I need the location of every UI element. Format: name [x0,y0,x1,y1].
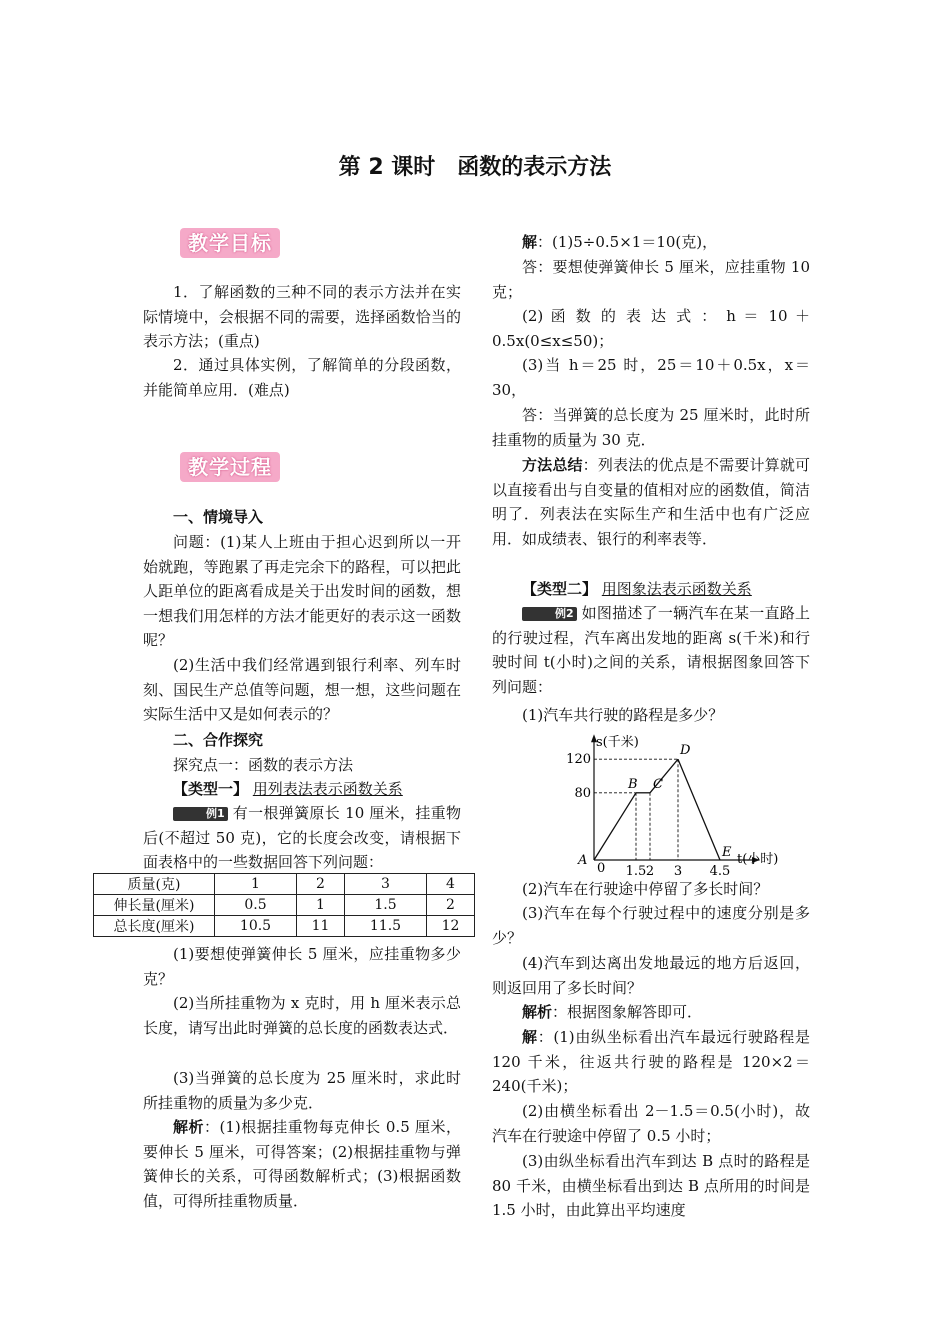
example-1 [143,801,461,875]
example-2-question-4: (4)汽车到达离出发地最远的地方后返回，则返回用了多长时间？ [492,954,810,997]
type-1-heading [143,777,461,802]
section-explore-heading: 二、合作探究 [173,731,264,749]
table-cell: 0.5 [215,895,297,916]
analysis-label: 解析 [173,1118,204,1136]
solution-3: (3)当 h＝25 时，25＝10＋0.5x，x＝30， [492,356,810,399]
table-cell: 11 [297,916,345,937]
method-text: ：列表法的优点是不需要计算就可以直接看出与自变量的值相对应的函数值，简洁明了．列表法在实际生产和生活中也有广泛应用．如成绩表、银行的利率表等． [492,456,810,548]
example-2-question-1: (1)汽车共行驶的路程是多少？ [522,706,724,724]
example-2-badge: 例2 [522,607,577,621]
table-row [94,874,475,895]
teaching-goals-badge [180,228,476,262]
table-cell: 12 [426,916,474,937]
table-cell: 1 [297,895,345,916]
table-cell: 10.5 [215,916,297,937]
table-cell: 4 [426,874,474,895]
teaching-process-label: 教学过程 [180,452,280,482]
example-1-question-2: (2)当所挂重物为 x 克时，用 h 厘米表示总长度，请写出此时弹簧的总长度的函数表达式． [143,994,461,1037]
series-segment [678,759,720,860]
example-2-text: 如图描述了一辆汽车在某一直路上的行驶过程，汽车离出发地的距离 s(千米)和行驶时间 t(小时)之间的关系，请根据图象回答下列问题： [492,604,810,696]
point-label-c: C [653,776,663,792]
table-cell: 1.5 [344,895,426,916]
x-axis-label: t(小时) [737,852,779,867]
point-label-a: A [578,853,588,868]
x-tick-label: 3 [673,864,683,878]
answer-3: 答：当弹簧的总长度为 25 厘米时，此时所挂重物的质量为 30 克． [492,406,810,449]
type-2-heading [492,577,810,602]
example-2-solution-3: (3)由纵坐标看出汽车到达 B 点时的路程是 80 千米，由横坐标看出到达 B 点所用的时间是 1.5 小时，由此算出平均速度 [492,1152,810,1219]
origin-label: 0 [597,861,606,876]
table-cell: 总长度(厘米) [94,916,215,937]
table-row [94,895,475,916]
section-intro-heading: 一、情境导入 [173,508,264,526]
table-cell: 质量(克) [94,874,215,895]
type-2-title: 用图象法表示函数关系 [601,580,752,598]
type-1-title: 用列表法表示函数关系 [252,780,403,798]
teaching-process-badge [180,452,476,486]
y-axis-label: s(千米) [596,735,639,751]
teaching-goals-label: 教学目标 [180,228,280,258]
x-tick-label: 1.5 [625,864,647,878]
example-1-question-3: (3)当弹簧的总长度为 25 厘米时，求此时所挂重物的质量为多少克． [143,1069,461,1112]
type-2-tag: 【类型二】 [522,580,598,598]
point-label-d: D [680,743,691,759]
point-label-e: E [722,845,732,860]
intro-question-2: (2)生活中我们经常遇到银行利率、列车时刻、国民生产总值等问题，想一想，这些问题在实际生活中又是如何表示的？ [143,656,461,723]
goal-1: 1．了解函数的三种不同的表示方法并在实际情境中，会根据不同的需要，选择函数恰当的表示方法；(重点) [143,283,461,350]
table-cell: 11.5 [344,916,426,937]
example-1-question-1: (1)要想使弹簧伸长 5 厘米，应挂重物多少克？ [143,945,461,988]
explore-point-1: 探究点一：函数的表示方法 [173,756,354,774]
type-1-tag: 【类型一】 [173,780,249,798]
example-1-analysis [143,1115,461,1213]
y-tick-label: 80 [574,785,591,801]
example-2 [492,601,810,699]
analysis-text: ：(1)根据挂重物每克伸长 0.5 厘米，要伸长 5 厘米，可得答案；(2)根据挂重物与弹簧伸长的关系，可得函数解析式；(3)根据函数值，可得所挂重物质量． [143,1118,461,1210]
x-tick-label: 2 [645,864,655,878]
table-cell: 2 [426,895,474,916]
example-2-solution-1 [492,1025,810,1099]
solution-1-text: ：(1)由纵坐标看出汽车最远行驶路程是 120 千米，往返共行驶的路程是 120×2＝240(千米)； [492,1028,810,1095]
method-summary [492,453,810,551]
x-tick-label: 4.5 [709,864,731,878]
analysis-label: 解析 [522,1003,553,1021]
table-cell: 1 [215,874,297,895]
page-title: 第 2 课时 函数的表示方法 [338,155,612,180]
solution-1 [492,230,810,255]
table-cell: 2 [297,874,345,895]
analysis-text: ：根据图象解答即可． [552,1003,703,1021]
solution-label: 解 [522,233,538,251]
y-tick-label: 120 [566,752,591,768]
example-1-text: 有一根弹簧原长 10 厘米，挂重物后(不超过 50 克)，它的长度会改变，请根据下面表格中的一些数据回答下列问题： [143,804,461,871]
solution-1-text: ：(1)5÷0.5×1＝10(克)， [537,233,718,251]
distance-time-chart [560,726,790,878]
series-segment [594,793,636,860]
table-row [94,916,475,937]
table-cell: 3 [344,874,426,895]
solution-label: 解 [522,1028,538,1046]
example-2-question-2: (2)汽车在行驶途中停留了多长时间？ [522,880,769,898]
method-label: 方法总结 [522,456,583,474]
solution-2: (2) 函 数 的 表 达 式 ： h ＝ 10 ＋ 0.5x(0≤x≤50)； [492,307,810,350]
example-2-question-3: (3)汽车在每个行驶过程中的速度分别是多少？ [492,904,810,947]
point-label-b: B [628,776,638,792]
example-2-solution-2: (2)由横坐标看出 2－1.5＝0.5(小时)，故汽车在行驶途中停留了 0.5 小时； [492,1102,810,1145]
intro-question-1: 问题：(1)某人上班由于担心迟到所以一开始就跑，等跑累了再走完余下的路程，可以把此人距单位的距离看成是关于出发时间的函数，想一想我们用怎样的方法才能更好的表示这一函数呢？ [143,533,461,649]
example-1-badge: 例1 [173,807,228,821]
goal-2: 2．通过具体实例，了解简单的分段函数，并能简单应用．(难点) [143,356,461,399]
answer-1: 答：要想使弹簧伸长 5 厘米，应挂重物 10 克； [492,258,810,301]
example-2-analysis [492,1000,810,1025]
spring-data-table [93,873,475,937]
table-cell: 伸长量(厘米) [94,895,215,916]
